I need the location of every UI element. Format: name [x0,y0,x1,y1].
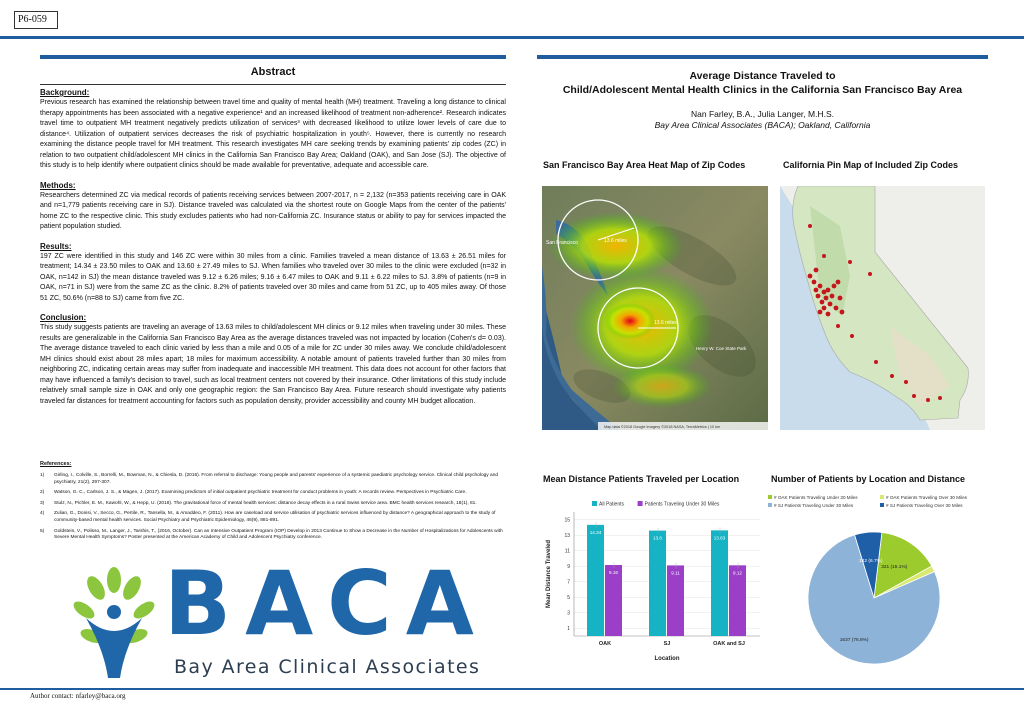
data-label: 14.34 [589,529,602,535]
bay-area-heat-map [542,186,768,430]
x-axis-title: Location [654,656,680,662]
abstract-panel [40,55,506,407]
bar [649,531,666,636]
methods-heading: Methods: [40,180,76,190]
heatmap-title: San Francisco Bay Area Heat Map of Zip Codes [543,160,746,170]
bar-chart-title: Mean Distance Patients Traveled per Location [543,474,740,484]
bottom-divider [0,688,1024,690]
radius-label-sj: 13.6 miles [654,320,677,326]
slice-label: 321 (15.1%) [881,564,908,570]
y-tick-label: 1 [567,626,570,633]
y-tick-label: 13 [564,533,570,540]
methods-section [40,181,506,233]
legend-label: # SJ Patients Traveling Over 30 Miles [886,502,963,508]
y-tick-label: 7 [567,579,570,586]
data-label: 9.11 [671,570,680,576]
results-text: 197 ZC were identified in this study and 146 ZC were within 30 miles from a clinic. Families traveled a mean distance of 13.63 ± 26.51 miles for treatment; 14.34 ± 23.50 miles to OAK and 13.60 ± 27.49 miles to SJ. When families who traveled over 30 miles to the clinic were excluded (n=32 in OAK, n=142 in SJ) the mean distance traveled was 9.12 ± 6.26 miles; 9.16 ± 6.47 miles to OAK and 9.11 ± 6.22 miles to SJ. 3.8% of patients (n=9 in OAK, n=71 in SJ) were from the same ZC as the clinic. 8.2% of patients traveled over 30 miles and came from 51 ZC, up to 405 miles away. Of those 51 ZC, 50.6% (n=88 to SJ) came from five ZC. [40,252,506,302]
radius-label-oak: 13.6 miles [604,238,627,244]
reference-item: 1) Girling, I., Colville, S., Borrelli, M., Bowman, N., & Chiesla, D. (2016). From referral to discharge: Young people and parents' experience of a systemic paediatric psychology service. Clinical child psychology and psychiatry, 21(2), 297-307. [40,473,499,485]
bar [729,565,746,636]
abstract-title: Abstract [250,66,296,78]
top-divider [0,36,1024,39]
references-section [40,461,506,546]
data-label: 9.12 [733,570,742,576]
poster-title-line2: Child/Adolescent Mental Health Clinics in the California San Francisco Bay Area [562,84,963,96]
results-heading: Results: [40,241,72,251]
background-section [40,88,506,172]
author-contact: Author contact: nfarley@baca.org [30,692,126,700]
affiliation: Bay Area Clinical Associates (BACA); Oakland, California [654,120,871,130]
poster-id: P6-059 [14,11,58,29]
reference-item: 5) Goldstein, V., Polisso, M., Langer, J., Tarshis, T., (2016, October). Can an Intensive Outpatient Program (IOP) Develop in 2013 Continue to Show a Decrease in the Number of Hospitalizations for Adolescents with Severe Mental Health Symptoms? Poster presented at the American Academy of Child and Adolescent Psychiatry conference. [40,528,503,541]
reference-item: 2) Watson, G. C., Carlson, J. S., & Magen, J. (2017). Examining predictors of initial outpatient psychiatric treatment for conduct problems in youth: A records review. Perspectives in Psychiatric Care. [40,490,467,496]
slice-label: 142 (6.7%) [859,558,883,564]
reference-item: 4) Zulian, G., Donisi, V., Secco, G., Pertile, R., Tansella, M., & Amaddeo, F. (2011). How are caseload and service utilisation of psychiatric services influenced by distance? A geographical approach to the study of community-based mental health services. Social Psychiatry and Psychiatric Epidemiology, 46(9), 881-891. [40,511,496,523]
legend-swatch [880,503,884,507]
pin-map-image [780,186,985,430]
conclusion-text: This study suggests patients are traveling an average of 13.63 miles to child/adolescent MH clinics or 9.12 miles when traveling under 30 miles. These results are generalizable in the California San Francisco Bay Area as the average distances traveled was not impacted by location (Cohen's d= 0.03). The average distance traveled to each clinic varied by less than a mile and 0.05 of a mile for ZC under 30 miles away. We conclude child/adolescent MH clinics should exist about 28 miles apart; 18 miles for maximum accessibility. A notable amount of patients traveled further than 30 miles from neighboring ZC, indicating certain areas may suffer from inadequate and inaccessible MH treatment. This data does not account for other factors that may have influenced a family's decision to travel, such as local treatment centers not covered by their insurance. Other limitations of this study include relatively small sample size in OAK and only one geographic region: the San Francisco Bay Area. Future research should investigate why patients traveled far distances for treatment accounting for factors such as population density, provider accessibility and county MH budget allocation. [40,324,506,405]
heat-map-image [542,186,768,430]
legend-label: # SJ Patients Traveling Under 30 Miles [774,502,854,508]
x-tick-label: OAK and SJ [713,641,745,647]
references-heading: References: [40,461,72,467]
background-text: Previous research has examined the relationship between travel time and quality of mental health (MH) treatment. Traveling a long distance to clinical therapy appointments has been associated with a negative experience¹ and an increased likelihood of treatment non-adherence². Research indicates travel time to outpatient MH treatment negatively predicts utilization of services³ with decreased likelihood to utilize lower levels of care due to distance⁴. Utilization of outpatient services decreases the risk of psychiatric hospitalization in youth⁵. However, there is currently no research examining the distance people travel for MH treatment. This research investigates MH care seeking trends by examining patients' zip codes (ZC) in relation to two outpatient child/adolescent MH clinics in the California San Francisco Bay Area; Oakland (OAK), and San Jose (SJ). The objective of this study is to help identify where outpatient clinics should be made available for preventative, adequate and accessible care. [40,99,506,169]
data-label: 13.6 [653,535,662,541]
abstract-rule [40,84,506,85]
y-tick-label: 9 [567,564,570,571]
y-tick-label: 11 [564,548,570,555]
background-heading: Background: [40,88,90,97]
city-label-san-francisco: San Francisco [546,240,578,246]
legend-swatch [638,501,643,506]
park-label: Henry W. Coe State Park [696,346,747,351]
california-pin-map [780,186,985,430]
legend-swatch [880,495,884,499]
map-credit: Map data ©2018 Google Imagery ©2018 NASA, TerraMetrics | 10 km [604,425,721,429]
legend-swatch [592,501,597,506]
x-tick-label: OAK [598,641,612,647]
abstract-top-bar [40,55,506,59]
results-section [40,242,506,305]
slice-label: 1637 (76.8%) [839,638,869,644]
poster-title-line1: Average Distance Traveled to [689,70,836,82]
y-tick-label: 5 [567,595,570,602]
legend-swatch [768,495,772,499]
mean-distance-bar-chart [540,486,766,668]
data-label: 9.16 [609,570,618,576]
methods-text: Researchers determined ZC via medical records of patients receiving services between 2007-2017, n = 2,132 (n=353 patients receiving care in OAK and n=1,779 patients receiving care in SJ). Distance traveled was calculated via the shortest route on Google Maps from the center of the patients' home ZC to the respective clinic. This study excludes patients who had non-California ZC. Insurance status or ability to pay for services impacted the patient population studied. [40,191,506,230]
header-top-bar [537,55,988,59]
logo-wordmark: BACA [164,552,488,655]
conclusion-section [40,313,506,407]
baca-logo [66,552,488,684]
y-tick-label: 15 [564,517,570,524]
legend-label: # OAK Patients Traveling Over 30 Miles [886,494,967,500]
bar [605,565,622,636]
y-axis-title: Mean Distance Traveled [546,539,552,609]
logo-subtitle: Bay Area Clinical Associates [174,656,481,678]
pinmap-title: California Pin Map of Included Zip Codes [783,160,959,170]
legend-swatch [768,503,772,507]
conclusion-heading: Conclusion: [40,313,87,322]
patients-pie-chart [766,486,988,668]
legend-label: All Patients [599,501,625,508]
pie-chart-title: Number of Patients by Location and Distance [771,474,966,484]
legend-label: Patients Traveling Under 30 Miles [644,501,720,508]
tree-figure-icon [66,566,162,684]
bar [711,530,728,636]
y-tick-label: 3 [567,610,570,617]
header-panel [537,55,988,130]
data-label: 13.63 [713,535,726,541]
authors: Nan Farley, B.A., Julia Langer, M.H.S. [691,109,834,119]
x-tick-label: SJ [663,641,671,647]
legend-label: # OAK Patients Traveling Under 30 Miles [774,494,858,500]
bar [587,525,604,636]
reference-item: 3) Stulz, N., Pichler, E. M., Kawohl, W., & Hepp, U. (2018). The gravitational force of mental health services: distance decay effects in a rural Swiss service area. BMC health services research, 18(1), 81. [40,500,477,506]
bar [667,565,684,636]
